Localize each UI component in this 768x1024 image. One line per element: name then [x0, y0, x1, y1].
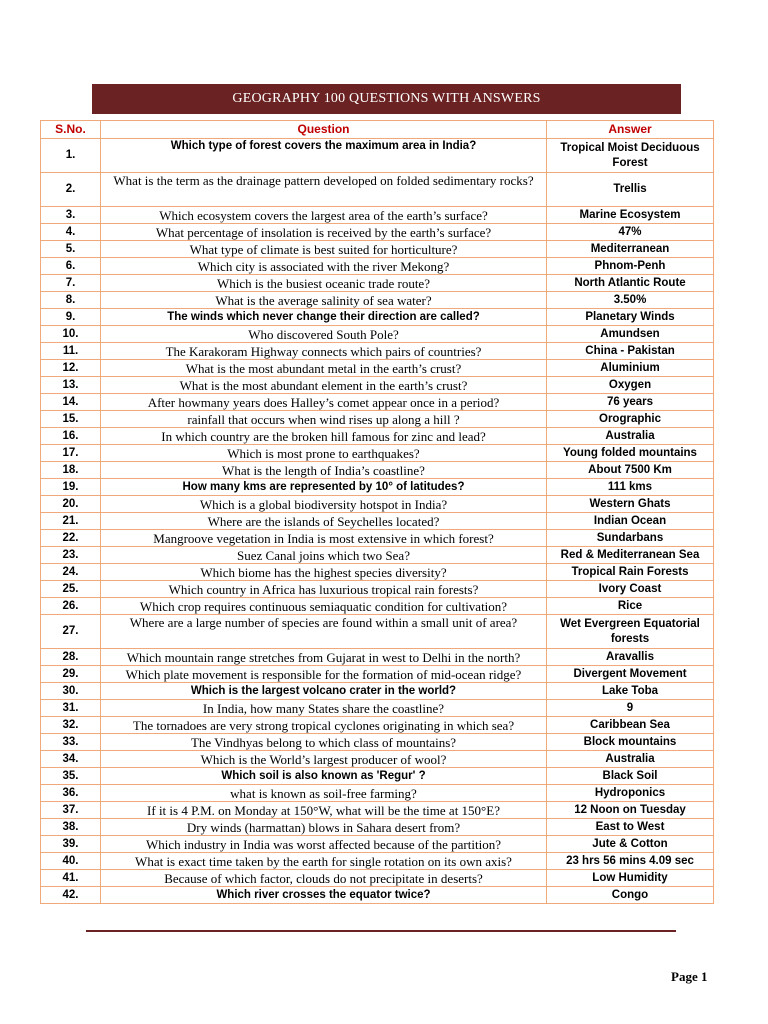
- row-question: Which is a global biodiversity hotspot in India?: [101, 496, 547, 513]
- table-body: [41, 139, 714, 904]
- row-number: 33.: [41, 734, 101, 751]
- row-question: Which type of forest covers the maximum area in India?: [101, 139, 547, 173]
- row-question: Which is the largest volcano crater in the world?: [101, 683, 547, 700]
- row-question: Which city is associated with the river Mekong?: [101, 258, 547, 275]
- row-number: 40.: [41, 853, 101, 870]
- footer-divider: [86, 930, 676, 932]
- row-answer: 9: [547, 700, 714, 717]
- row-answer: Caribbean Sea: [547, 717, 714, 734]
- row-answer: Lake Toba: [547, 683, 714, 700]
- row-question: Which soil is also known as 'Regur' ?: [101, 768, 547, 785]
- row-number: 16.: [41, 428, 101, 445]
- row-number: 38.: [41, 819, 101, 836]
- header-question: Question: [101, 121, 547, 139]
- row-answer: 111 kms: [547, 479, 714, 496]
- table-row: [41, 326, 714, 343]
- row-answer: Oxygen: [547, 377, 714, 394]
- row-number: 36.: [41, 785, 101, 802]
- row-question: The Karakoram Highway connects which pairs of countries?: [101, 343, 547, 360]
- row-answer: Mediterranean: [547, 241, 714, 258]
- table-row: [41, 411, 714, 428]
- row-number: 6.: [41, 258, 101, 275]
- row-number: 1.: [41, 139, 101, 173]
- table-row: [41, 275, 714, 292]
- row-number: 32.: [41, 717, 101, 734]
- row-question: Which industry in India was worst affected because of the partition?: [101, 836, 547, 853]
- row-answer: Amundsen: [547, 326, 714, 343]
- row-question: Which is the World’s largest producer of wool?: [101, 751, 547, 768]
- document-title-banner: [92, 84, 681, 114]
- row-answer: Tropical Moist Deciduous Forest: [547, 139, 714, 173]
- row-question: What is the most abundant element in the earth’s crust?: [101, 377, 547, 394]
- table-row: [41, 666, 714, 683]
- row-number: 2.: [41, 173, 101, 207]
- table-row: [41, 224, 714, 241]
- row-answer: Congo: [547, 887, 714, 904]
- table-row: [41, 819, 714, 836]
- table-row: [41, 139, 714, 173]
- row-question: Suez Canal joins which two Sea?: [101, 547, 547, 564]
- row-question: What percentage of insolation is received by the earth’s surface?: [101, 224, 547, 241]
- table-row: [41, 683, 714, 700]
- row-number: 17.: [41, 445, 101, 462]
- table-row: [41, 241, 714, 258]
- table-row: [41, 887, 714, 904]
- row-question: Which plate movement is responsible for the formation of mid-ocean ridge?: [101, 666, 547, 683]
- row-answer: Indian Ocean: [547, 513, 714, 530]
- row-number: 18.: [41, 462, 101, 479]
- table-row: [41, 428, 714, 445]
- row-answer: Aluminium: [547, 360, 714, 377]
- table-row: [41, 717, 714, 734]
- row-answer: About 7500 Km: [547, 462, 714, 479]
- row-number: 13.: [41, 377, 101, 394]
- row-answer: Tropical Rain Forests: [547, 564, 714, 581]
- row-question: rainfall that occurs when wind rises up along a hill ?: [101, 411, 547, 428]
- row-answer: Planetary Winds: [547, 309, 714, 326]
- table-row: [41, 496, 714, 513]
- row-question: Dry winds (harmattan) blows in Sahara desert from?: [101, 819, 547, 836]
- row-question: Which ecosystem covers the largest area of the earth’s surface?: [101, 207, 547, 224]
- row-answer: 12 Noon on Tuesday: [547, 802, 714, 819]
- row-question: What is the average salinity of sea water?: [101, 292, 547, 309]
- row-number: 7.: [41, 275, 101, 292]
- header-sno: S.No.: [41, 121, 101, 139]
- row-question: Which is the busiest oceanic trade route?: [101, 275, 547, 292]
- table-row: [41, 581, 714, 598]
- row-question: What is exact time taken by the earth for single rotation on its own axis?: [101, 853, 547, 870]
- row-answer: Orographic: [547, 411, 714, 428]
- row-answer: Divergent Movement: [547, 666, 714, 683]
- row-question: The winds which never change their direction are called?: [101, 309, 547, 326]
- row-question: what is known as soil-free farming?: [101, 785, 547, 802]
- table-row: [41, 173, 714, 207]
- row-number: 25.: [41, 581, 101, 598]
- table-row: [41, 445, 714, 462]
- row-answer: Low Humidity: [547, 870, 714, 887]
- row-question: Which river crosses the equator twice?: [101, 887, 547, 904]
- row-number: 41.: [41, 870, 101, 887]
- table-row: [41, 343, 714, 360]
- row-answer: Black Soil: [547, 768, 714, 785]
- row-question: If it is 4 P.M. on Monday at 150°W, what will be the time at 150°E?: [101, 802, 547, 819]
- table-row: [41, 802, 714, 819]
- table-row: [41, 870, 714, 887]
- row-question: Because of which factor, clouds do not precipitate in deserts?: [101, 870, 547, 887]
- row-question: After howmany years does Halley’s comet appear once in a period?: [101, 394, 547, 411]
- row-number: 20.: [41, 496, 101, 513]
- qa-table: [40, 120, 714, 904]
- table-row: [41, 530, 714, 547]
- row-number: 21.: [41, 513, 101, 530]
- row-answer: China - Pakistan: [547, 343, 714, 360]
- row-answer: Red & Mediterranean Sea: [547, 547, 714, 564]
- table-row: [41, 649, 714, 666]
- table-row: [41, 564, 714, 581]
- row-answer: Wet Evergreen Equatorial forests: [547, 615, 714, 649]
- row-number: 26.: [41, 598, 101, 615]
- row-number: 12.: [41, 360, 101, 377]
- row-question: In India, how many States share the coastline?: [101, 700, 547, 717]
- row-answer: Ivory Coast: [547, 581, 714, 598]
- row-question: Mangroove vegetation in India is most extensive in which forest?: [101, 530, 547, 547]
- row-answer: North Atlantic Route: [547, 275, 714, 292]
- row-number: 35.: [41, 768, 101, 785]
- row-question: What is the term as the drainage pattern developed on folded sedimentary rocks?: [101, 173, 547, 207]
- row-number: 5.: [41, 241, 101, 258]
- table-row: [41, 462, 714, 479]
- row-number: 31.: [41, 700, 101, 717]
- table-row: [41, 700, 714, 717]
- row-answer: 47%: [547, 224, 714, 241]
- table-row: [41, 853, 714, 870]
- row-answer: Western Ghats: [547, 496, 714, 513]
- row-number: 11.: [41, 343, 101, 360]
- row-number: 27.: [41, 615, 101, 649]
- row-answer: Aravallis: [547, 649, 714, 666]
- table-row: [41, 394, 714, 411]
- row-number: 9.: [41, 309, 101, 326]
- table-row: [41, 615, 714, 649]
- table-row: [41, 785, 714, 802]
- table-row: [41, 598, 714, 615]
- row-number: 14.: [41, 394, 101, 411]
- row-question: What is the length of India’s coastline?: [101, 462, 547, 479]
- row-question: The Vindhyas belong to which class of mountains?: [101, 734, 547, 751]
- table-row: [41, 751, 714, 768]
- table-row: [41, 547, 714, 564]
- row-answer: 23 hrs 56 mins 4.09 sec: [547, 853, 714, 870]
- row-question: The tornadoes are very strong tropical cyclones originating in which sea?: [101, 717, 547, 734]
- row-question: In which country are the broken hill famous for zinc and lead?: [101, 428, 547, 445]
- row-answer: Hydroponics: [547, 785, 714, 802]
- row-number: 29.: [41, 666, 101, 683]
- row-answer: Sundarbans: [547, 530, 714, 547]
- table-header-row: [41, 121, 714, 139]
- table-row: [41, 309, 714, 326]
- row-answer: 3.50%: [547, 292, 714, 309]
- row-number: 4.: [41, 224, 101, 241]
- row-answer: Marine Ecosystem: [547, 207, 714, 224]
- row-question: Where are the islands of Seychelles located?: [101, 513, 547, 530]
- row-question: Which mountain range stretches from Gujarat in west to Delhi in the north?: [101, 649, 547, 666]
- header-answer: Answer: [547, 121, 714, 139]
- row-number: 37.: [41, 802, 101, 819]
- row-answer: Australia: [547, 751, 714, 768]
- row-answer: East to West: [547, 819, 714, 836]
- row-number: 15.: [41, 411, 101, 428]
- row-answer: Australia: [547, 428, 714, 445]
- table-row: [41, 768, 714, 785]
- row-number: 28.: [41, 649, 101, 666]
- row-question: How many kms are represented by 10° of latitudes?: [101, 479, 547, 496]
- row-question: Which crop requires continuous semiaquatic condition for cultivation?: [101, 598, 547, 615]
- document-title: GEOGRAPHY 100 QUESTIONS WITH ANSWERS: [232, 91, 541, 106]
- row-answer: 76 years: [547, 394, 714, 411]
- table-row: [41, 207, 714, 224]
- row-question: Which biome has the highest species diversity?: [101, 564, 547, 581]
- row-number: 24.: [41, 564, 101, 581]
- table-row: [41, 836, 714, 853]
- row-number: 3.: [41, 207, 101, 224]
- row-answer: Trellis: [547, 173, 714, 207]
- table-row: [41, 734, 714, 751]
- row-question: Which is most prone to earthquakes?: [101, 445, 547, 462]
- row-answer: Young folded mountains: [547, 445, 714, 462]
- row-answer: Block mountains: [547, 734, 714, 751]
- row-answer: Phnom-Penh: [547, 258, 714, 275]
- row-question: What is the most abundant metal in the earth’s crust?: [101, 360, 547, 377]
- row-question: Who discovered South Pole?: [101, 326, 547, 343]
- row-answer: Rice: [547, 598, 714, 615]
- row-number: 19.: [41, 479, 101, 496]
- table-row: [41, 377, 714, 394]
- table-row: [41, 479, 714, 496]
- row-question: Where are a large number of species are found within a small unit of area?: [101, 615, 547, 649]
- table-row: [41, 292, 714, 309]
- row-number: 8.: [41, 292, 101, 309]
- row-question: Which country in Africa has luxurious tropical rain forests?: [101, 581, 547, 598]
- row-number: 10.: [41, 326, 101, 343]
- row-number: 23.: [41, 547, 101, 564]
- row-number: 30.: [41, 683, 101, 700]
- row-answer: Jute & Cotton: [547, 836, 714, 853]
- table-row: [41, 258, 714, 275]
- row-question: What type of climate is best suited for horticulture?: [101, 241, 547, 258]
- table-row: [41, 360, 714, 377]
- row-number: 22.: [41, 530, 101, 547]
- page-number: Page 1: [671, 969, 708, 984]
- row-number: 39.: [41, 836, 101, 853]
- row-number: 34.: [41, 751, 101, 768]
- row-number: 42.: [41, 887, 101, 904]
- table-row: [41, 513, 714, 530]
